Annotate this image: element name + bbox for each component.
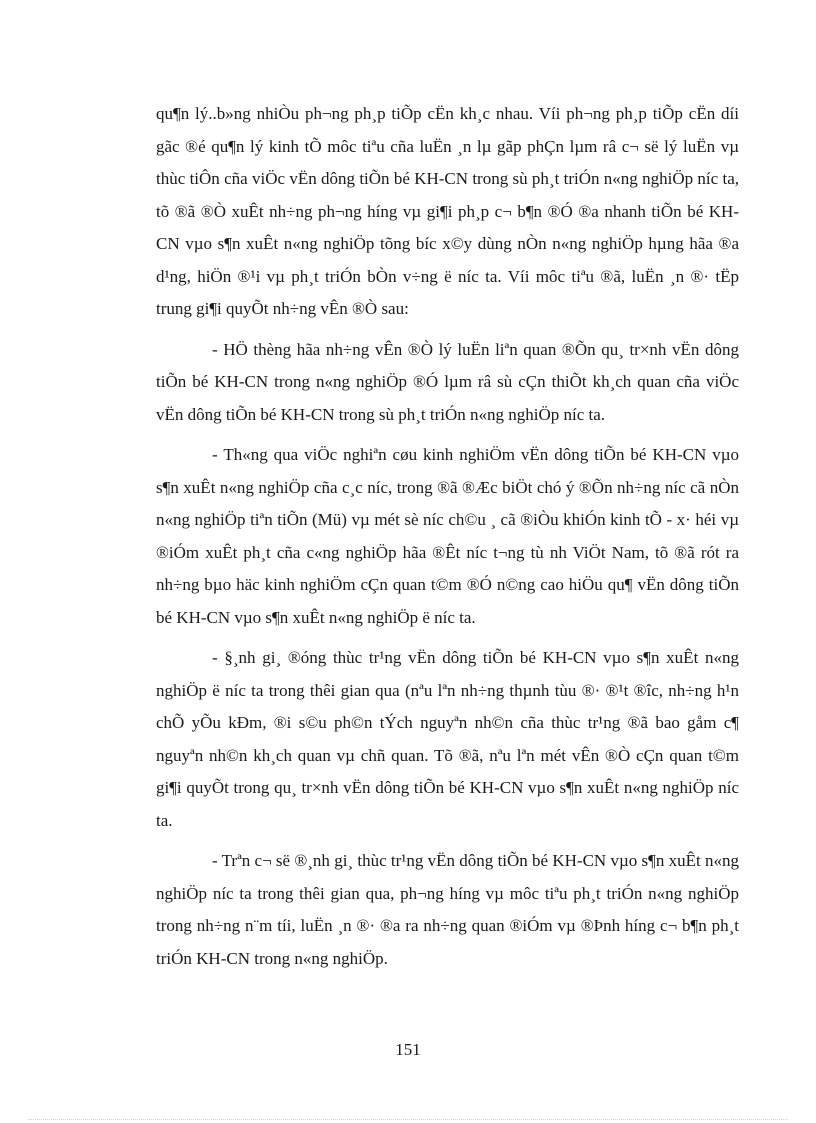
- paragraph-item-4: - Trªn c¬ së ®¸nh gi¸ thùc tr¹ng vËn dông tiÕn bé KH-CN vµo s¶n xuÊt n«ng nghiÖp níc ta trong thêi gian qua, ph¬ng híng vµ môc tiªu ph¸t triÓn n«ng nghiÖp trong nh÷ng n¨m tíi, luËn ¸n ®· ®a ra nh÷ng quan ®iÓm vµ ®Þnh híng c¬ b¶n ph¸t triÓn KH-CN trong n«ng nghiÖp.: [156, 851, 739, 968]
- paragraph-item-3: - §¸nh gi¸ ®óng thùc tr¹ng vËn dông tiÕn bé KH-CN vµo s¶n xuÊt n«ng nghiÖp ë níc ta trong thêi gian qua (nªu lªn nh÷ng thµnh tùu ®· ®¹t ®îc, nh÷ng h¹n chÕ yÕu kÐm, ®i s©u ph©n tÝch nguyªn nh©n cña thùc tr¹ng ®ã bao gåm c¶ nguyªn nh©n kh¸ch quan vµ chñ quan. Tõ ®ã, nªu lªn mét vÊn ®Ò cÇn quan t©m gi¶i quyÕt trong qu¸ tr×nh vËn dông tiÕn bé KH-CN vµo s¶n xuÊt n«ng nghiÖp níc ta.: [156, 648, 739, 830]
- page-bottom-divider: [28, 1119, 788, 1120]
- body-text: [156, 98, 739, 983]
- page-number: 151: [395, 1040, 421, 1059]
- paragraph-intro: qu¶n lý..b»ng nhiÒu ph¬ng ph¸p tiÕp cËn kh¸c nhau. Víi ph¬ng ph¸p tiÕp cËn díi gãc ®é qu¶n lý kinh tÕ môc tiªu cña luËn ¸n lµ gãp phÇn lµm râ c¬ së lý luËn vµ thùc tiÔn cña viÖc vËn dông tiÕn bé KH-CN trong sù ph¸t triÓn n«ng nghiÖp níc ta, tõ ®ã ®Ò xuÊt nh÷ng ph¬ng híng vµ gi¶i ph¸p c¬ b¶n ®Ó ®a nhanh tiÕn bé KH-CN vµo s¶n xuÊt n«ng nghiÖp tõng bíc x©y dùng nÒn n«ng nghiÖp hµng hãa ®a d¹ng, hiÖn ®¹i vµ ph¸t triÓn bÒn v÷ng ë níc ta. Víi môc tiªu ®ã, luËn ¸n ®· tËp trung gi¶i quyÕt nh÷ng vÊn ®Ò sau:: [156, 104, 739, 318]
- paragraph-item-1: - HÖ thèng hãa nh÷ng vÊn ®Ò lý luËn liªn quan ®Õn qu¸ tr×nh vËn dông tiÕn bé KH-CN trong n«ng nghiÖp ®Ó lµm râ sù cÇn thiÕt kh¸ch quan cña viÖc vËn dông tiÕn bé KH-CN trong sù ph¸t triÓn n«ng nghiÖp níc ta.: [156, 339, 739, 424]
- paragraph-item-2: - Th«ng qua viÖc nghiªn cøu kinh nghiÖm vËn dông tiÕn bé KH-CN vµo s¶n xuÊt n«ng nghiÖp cña c¸c níc, trong ®ã ®Æc biÖt chó ý ®Õn nh÷ng níc cã nÒn n«ng nghiÖp tiªn tiÕn (Mü) vµ mét sè níc ch©u ¸ cã ®iÒu khiÓn kinh tÕ - x· héi vµ ®iÓm xuÊt ph¸t cña c«ng nghiÖp hãa ®Êt níc t¬ng tù nh ViÖt Nam, tõ ®ã rót ra nh÷ng bµo häc kinh nghiÖm cÇn quan t©m ®Ó n©ng cao hiÖu qu¶ vËn dông tiÕn bé KH-CN vµo s¶n xuÊt n«ng nghiÖp ë níc ta.: [156, 445, 739, 627]
